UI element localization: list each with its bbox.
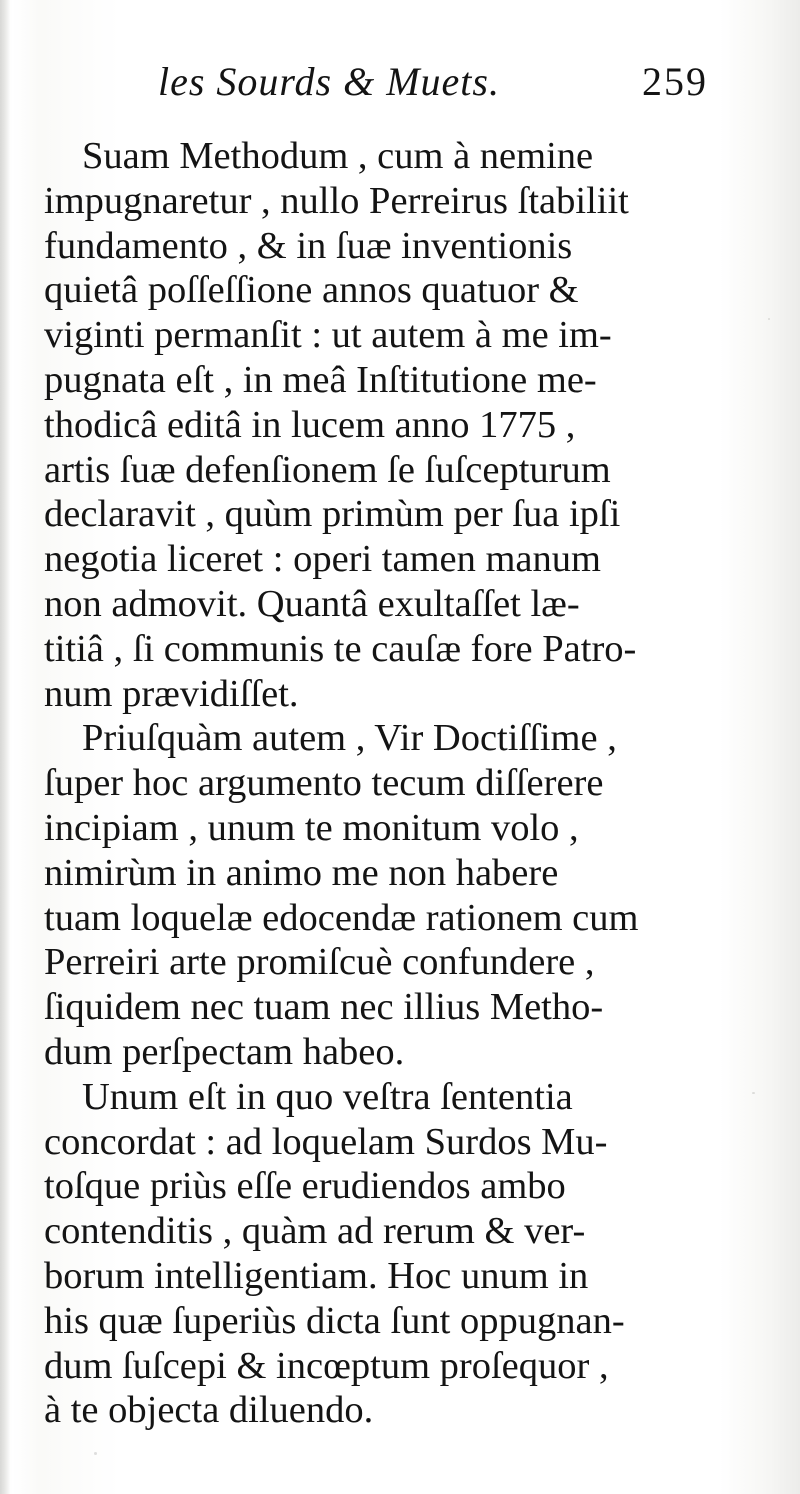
book-page: [44, 48, 744, 1433]
text-line: num prævidiſſet.: [44, 672, 299, 715]
paragraph-1: [44, 134, 744, 716]
text-line: toſque priùs eſſe erudiendos ambo: [44, 1165, 566, 1208]
text-line: viginti permanſit : ut autem à me im-: [44, 314, 612, 357]
binding-gutter-shadow: [0, 0, 10, 1494]
text-line: tuam loquelæ edocendæ rationem cum: [44, 896, 639, 939]
text-line: Unum eſt in quo veſtra ſententia: [82, 1075, 573, 1118]
text-line: borum intelligentiam. Hoc unum in: [44, 1254, 589, 1297]
text-line: dum ſuſcepi & incœptum proſequor ,: [44, 1344, 609, 1387]
text-line: Perreiri arte promiſcuè confundere ,: [44, 941, 595, 984]
speck: [94, 1452, 97, 1455]
text-line: non admovit. Quantâ exultaſſet læ-: [44, 582, 580, 625]
text-line: Suam Methodum , cum à nemine: [82, 135, 594, 177]
text-line: concordat : ad loquelam Surdos Mu-: [44, 1120, 608, 1163]
text-line: contenditis , quàm ad rerum & ver-: [44, 1210, 586, 1253]
text-line: pugnata eſt , in meâ Inſtitutione me-: [44, 358, 597, 401]
page-number: 259: [642, 59, 708, 104]
text-line: thodicâ editâ in lucem anno 1775 ,: [44, 403, 576, 446]
paragraph-2: [44, 716, 744, 1074]
text-line: artis ſuæ defenſionem ſe ſuſcepturum: [44, 448, 611, 491]
text-line: quietâ poſſeſſione annos quatuor &: [44, 269, 579, 312]
text-line: dum perſpectam habeo.: [44, 1030, 405, 1073]
text-line: titiâ , ſi communis te cauſæ fore Patro-: [44, 627, 637, 670]
text-line: à te objecta diluendo.: [44, 1389, 374, 1432]
text-line: fundamento , & in ſuæ inventionis: [44, 224, 573, 267]
text-line: impugnaretur , nullo Perreirus ſtabiliit: [44, 179, 629, 222]
text-line: his quæ ſuperiùs dicta ſunt oppugnan-: [44, 1299, 625, 1342]
paragraph-3: [44, 1075, 744, 1433]
text-line: declaravit , quùm primùm per ſua ipſi: [44, 493, 621, 536]
text-line: Priuſquàm autem , Vir Doctiſſime ,: [82, 717, 617, 760]
text-line: ſuper hoc argumento tecum diſſerere: [44, 762, 604, 805]
running-title: les Sourds & Muets.: [158, 59, 500, 104]
speck: [752, 1092, 755, 1094]
text-line: negotia liceret : operi tamen manum: [44, 538, 601, 581]
speck: [768, 318, 770, 320]
running-head: [44, 48, 744, 134]
text-line: nimirùm in animo me non habere: [44, 851, 559, 894]
body-text: [44, 134, 744, 1433]
text-line: ſiquidem nec tuam nec illius Metho-: [44, 986, 604, 1029]
text-line: incipiam , unum te monitum volo ,: [44, 806, 579, 849]
